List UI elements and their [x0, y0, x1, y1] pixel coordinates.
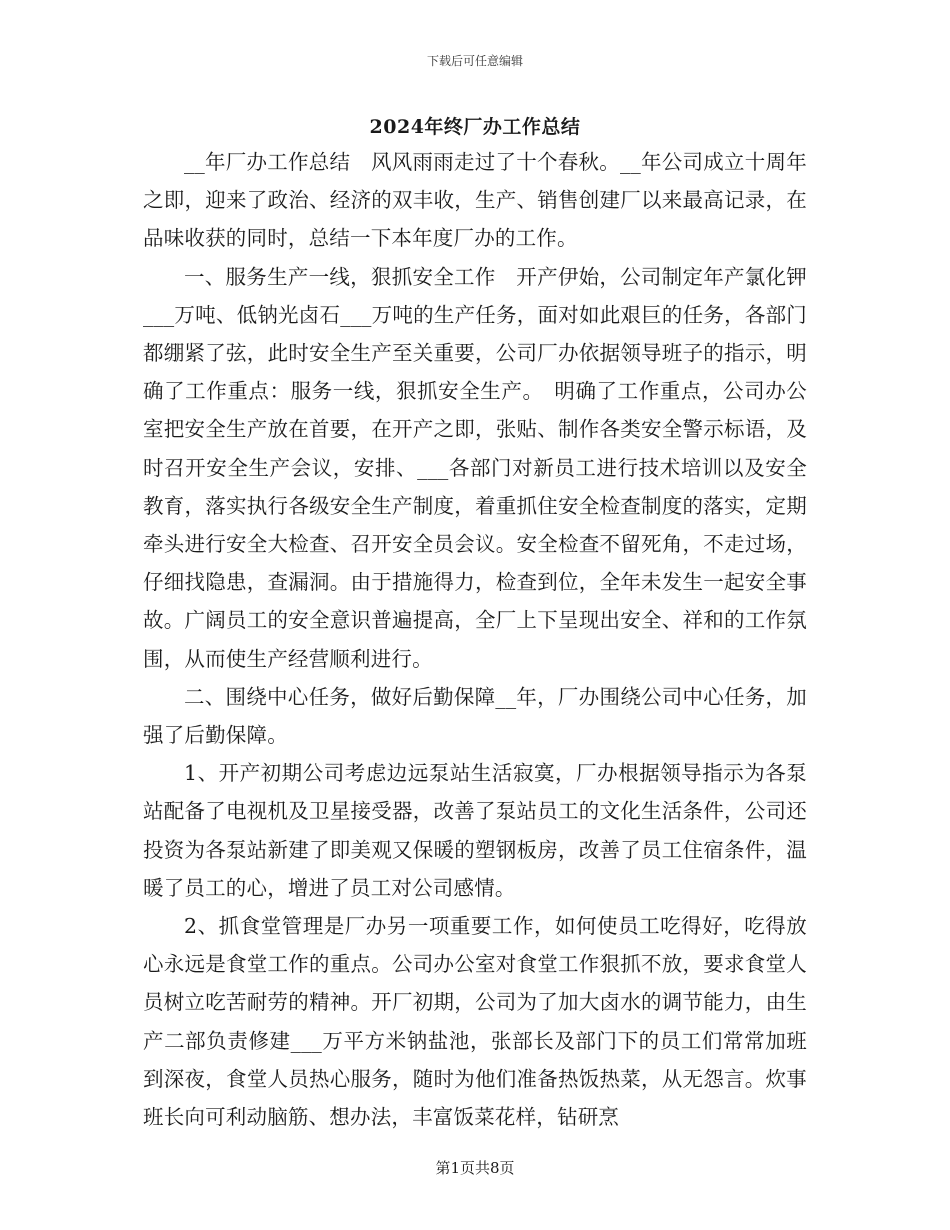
paragraph-section-1: 一、服务生产一线，狠抓安全工作 开产伊始，公司制定年产氯化钾___万吨、低钠光卤石___万吨的生产任务，面对如此艰巨的任务，各部门都绷紧了弦，此时安全生产至关重要，公司厂办依据领导班子的指示，明确了工作重点：服务一线，狠抓安全生产。 明确了工作重点，公司办公室把安全生产放在首要，在开产之即，张贴、制作各类安全警示标语，及时召开安全生产会议，安排、___各部门对新员工进行技术培训以及安全教育，落实执行各级安全生产制度，着重抓住安全检查制度的落实，定期牵头进行安全大检查、召开安全员会议。安全检查不留死角，不走过场，仔细找隐患，查漏洞。由于措施得力，检查到位，全年未发生一起安全事故。广阔员工的安全意识普遍提高，全厂上下呈现出安全、祥和的工作氛围，从而使生产经营顺利进行。 — [143, 264, 807, 671]
header-note: 下载后可任意编辑 — [426, 54, 523, 68]
document-title: 2024年终厂办工作总结 — [369, 116, 581, 138]
document-body — [143, 143, 807, 1136]
paragraph-item-2: 2、抓食堂管理是厂办另一项重要工作，如何使员工吃得好，吃得放心永远是食堂工作的重点。公司办公室对食堂工作狠抓不放，要求食堂人员树立吃苦耐劳的精神。开厂初期，公司为了加大卤水的调节能力，由生产二部负责修建___万平方米钠盐池，张部长及部门下的员工们常常加班到深夜，食堂人员热心服务，随时为他们准备热饭热菜，从无怨言。炊事班长向可利动脑筋、想办法，丰富饭菜花样，钻研烹 — [143, 914, 807, 1130]
page-number-footer: 第1页共8页 — [435, 1159, 515, 1177]
paragraph-intro: __年厂办工作总结 风风雨雨走过了十个春秋。__年公司成立十周年之即，迎来了政治、经济的双丰收，生产、销售创建厂以来最高记录，在品味收获的同时，总结一下本年度厂办的工作。 — [143, 150, 807, 251]
paragraph-section-2: 二、围绕中心任务，做好后勤保障__年，厂办围绕公司中心任务，加强了后勤保障。 — [143, 684, 807, 748]
paragraph-item-1: 1、开产初期公司考虑边远泵站生活寂寞，厂办根据领导指示为各泵站配备了电视机及卫星接受器，改善了泵站员工的文化生活条件，公司还投资为各泵站新建了即美观又保暖的塑钢板房，改善了员工住宿条件，温暖了员工的心，增进了员工对公司感情。 — [143, 761, 807, 900]
